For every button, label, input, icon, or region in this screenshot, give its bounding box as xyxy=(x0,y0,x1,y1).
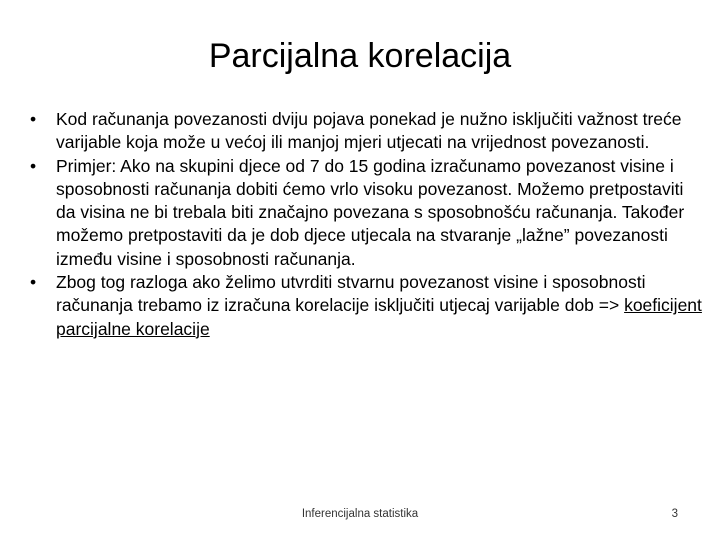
bullet-text: Primjer: Ako na skupini djece od 7 do 15 godina izračunamo povezanost visine i sposobnosti računanja dobiti ćemo vrlo visoku povezanost. Možemo pretpostaviti da visina ne bi trebala biti značajno povezana s sposobnošću računanja. Također možemo pretpostaviti da je dob djece utjecala na stvaranje „lažne” povezanosti između visine i sposobnosti računanja. xyxy=(56,155,685,269)
page-number: 3 xyxy=(671,508,678,520)
partial-correlation-link[interactable]: koeficijent parcijalne korelacije xyxy=(56,295,702,339)
slide-title: Parcijalna korelacija xyxy=(208,37,512,75)
bullet-text: Zbog tog razloga ako želimo utvrditi stvarnu povezanost visine i sposobnosti računanja trebamo iz izračuna korelacije isključiti utjecaj varijable dob => xyxy=(56,272,646,316)
bullet-list xyxy=(30,108,705,341)
bullet-icon: • xyxy=(30,272,37,293)
bullet-item xyxy=(30,155,705,271)
bullet-item xyxy=(30,271,705,341)
bullet-icon: • xyxy=(30,109,37,129)
bullet-text: Kod računanja povezanosti dviju pojava ponekad je nužno isključiti važnost treće varijable koja može u većoj ili manjoj mjeri utjecati na vrijednost povezanosti. xyxy=(56,109,682,153)
bullet-item xyxy=(30,108,705,155)
footer-course-name: Inferencijalna statistika xyxy=(301,508,419,520)
bullet-icon: • xyxy=(30,155,37,176)
